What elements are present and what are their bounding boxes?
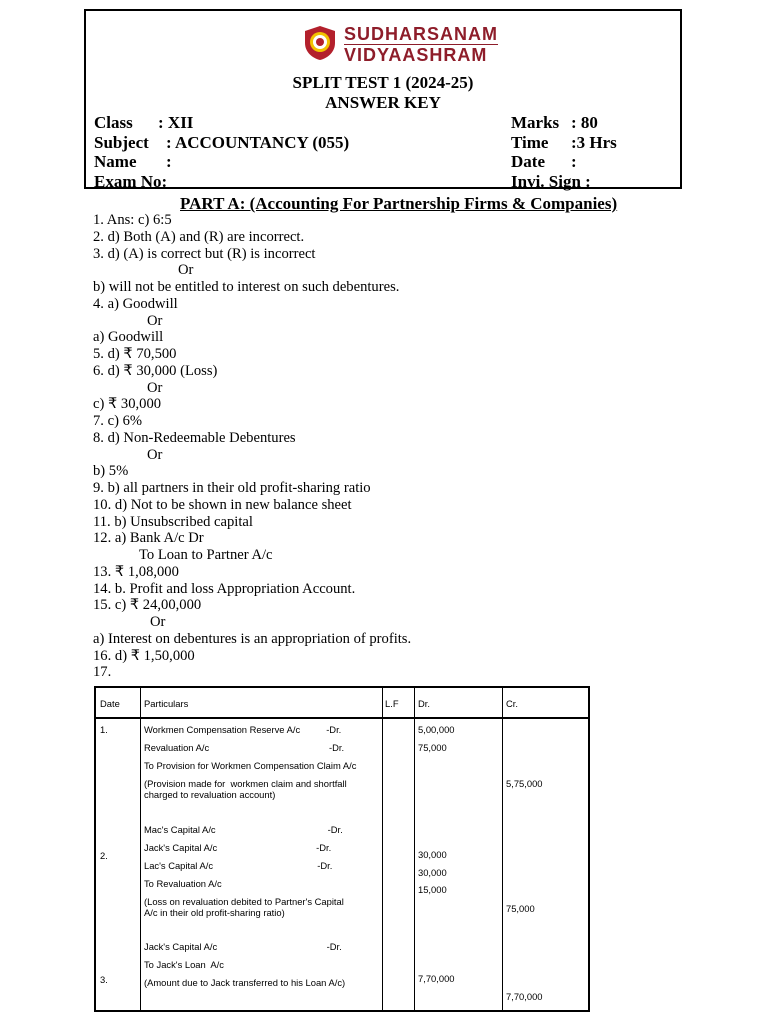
subject-value: : ACCOUNTANCY (055) — [166, 133, 350, 152]
school-name-line2: VIDYAASHRAM — [344, 44, 498, 65]
narration: (Loss on revaluation debited to Partner's Capital A/c in their old profit-sharing ratio) — [144, 896, 344, 918]
particulars-line: Mac's Capital A/c -Dr. — [144, 824, 343, 835]
class-label: Class — [94, 113, 133, 132]
particulars-line: To Jack's Loan A/c — [144, 959, 224, 970]
date-field — [511, 152, 577, 172]
answer-line: c) ₹ 30,000 — [93, 396, 162, 413]
narration: (Amount due to Jack transferred to his Loan A/c) — [144, 977, 346, 988]
debit-amount: 15,000 — [418, 884, 447, 895]
column-divider — [414, 688, 415, 1010]
credit-column-header: Cr. — [506, 698, 518, 709]
name-value: : — [166, 152, 172, 171]
narration: (Provision made for workmen claim and shortfall charged to revaluation account) — [144, 778, 347, 800]
particulars-column-header: Particulars — [144, 698, 189, 709]
debit-amount: 30,000 — [418, 867, 447, 878]
answer-line: 1. Ans: c) 6:5 — [93, 212, 172, 228]
answer-line: 12. a) Bank A/c Dr — [93, 530, 204, 547]
class-field — [94, 113, 193, 133]
or-separator: Or — [150, 614, 166, 630]
answer-line: 14. b. Profit and loss Appropriation Account. — [93, 580, 356, 597]
particulars-line: Jack's Capital A/c -Dr. — [144, 842, 332, 853]
particulars-line: To Revaluation A/c — [144, 878, 222, 889]
answer-line: 2. d) Both (A) and (R) are incorrect. — [93, 228, 305, 245]
subject-label: Subject — [94, 133, 149, 152]
marks-label: Marks — [511, 113, 560, 132]
time-field — [511, 133, 617, 153]
answer-line: 13. ₹ 1,08,000 — [93, 563, 179, 580]
date-label: Date — [511, 152, 545, 171]
answer-list — [93, 212, 411, 681]
debit-amount: 75,000 — [418, 742, 447, 753]
entry-date: 1. — [100, 724, 108, 735]
school-name — [344, 25, 498, 65]
header-box — [84, 9, 682, 189]
particulars-line: To Provision for Workmen Compensation Claim A/c — [144, 760, 357, 771]
test-title: SPLIT TEST 1 (2024-25) — [292, 73, 474, 92]
entry-date: 3. — [100, 974, 108, 985]
credit-amount: 75,000 — [506, 903, 535, 914]
name-label: Name — [94, 152, 137, 171]
school-name-line1: SUDHARSANAM — [344, 24, 498, 44]
subject-field — [94, 133, 349, 153]
debit-amount: 7,70,000 — [418, 973, 455, 984]
or-separator: Or — [147, 312, 163, 329]
answer-line: a) Goodwill — [93, 329, 164, 346]
marks-field — [511, 113, 598, 133]
answer-line: a) Interest on debentures is an appropriation of profits. — [93, 630, 412, 647]
entry-date: 2. — [100, 850, 108, 861]
particulars-line: Jack's Capital A/c -Dr. — [144, 941, 342, 952]
answer-line: 7. c) 6% — [93, 413, 143, 429]
debit-column-header: Dr. — [418, 698, 430, 709]
answer-line: 17. — [93, 664, 112, 681]
particulars-line: Revaluation A/c -Dr. — [144, 742, 345, 753]
debit-amount: 5,00,000 — [418, 724, 455, 735]
answer-line: 15. c) ₹ 24,00,000 — [93, 597, 202, 614]
particulars-line: Workmen Compensation Reserve A/c -Dr. — [144, 724, 342, 735]
answer-line: b) will not be entitled to interest on such debentures. — [93, 279, 400, 295]
header-row-divider — [96, 717, 588, 719]
answer-line: 3. d) (A) is correct but (R) is incorrect — [93, 245, 316, 262]
credit-amount: 5,75,000 — [506, 778, 543, 789]
name-field — [94, 152, 172, 172]
credit-amount: 7,70,000 — [506, 991, 543, 1002]
particulars-line: Lac's Capital A/c -Dr. — [144, 860, 333, 871]
invigilator-sign-label: Invi. Sign : — [511, 172, 591, 191]
answer-line: 5. d) ₹ 70,500 — [93, 346, 177, 362]
or-separator: Or — [178, 262, 194, 279]
time-label: Time — [511, 133, 549, 152]
lf-column-header: L.F — [385, 698, 399, 709]
date-column-header: Date — [100, 698, 120, 709]
journal-entry-table — [94, 686, 590, 1012]
answer-line: 16. d) ₹ 1,50,000 — [93, 647, 195, 664]
class-value: : XII — [158, 113, 194, 132]
answer-line: 4. a) Goodwill — [93, 295, 178, 312]
answer-line: 11. b) Unsubscribed capital — [93, 513, 253, 530]
answer-line: 9. b) all partners in their old profit-sharing ratio — [93, 480, 371, 496]
or-separator: Or — [147, 379, 163, 396]
column-divider — [502, 688, 503, 1010]
answer-key-subtitle: ANSWER KEY — [325, 93, 441, 112]
exam-no-field — [94, 172, 167, 192]
column-divider — [140, 688, 141, 1010]
date-value: : — [571, 152, 577, 171]
marks-value: : 80 — [571, 113, 598, 132]
invigilator-sign-field — [511, 172, 591, 192]
column-divider — [382, 688, 383, 1010]
answer-line: 10. d) Not to be shown in new balance sheet — [93, 496, 352, 513]
school-logo — [302, 25, 338, 61]
answer-line: 8. d) Non-Redeemable Debentures — [93, 429, 296, 446]
exam-no-label: Exam No: — [94, 172, 168, 191]
part-a-title: PART A: (Accounting For Partnership Firms & Companies) — [180, 194, 618, 213]
debit-amount: 30,000 — [418, 849, 447, 860]
answer-line: To Loan to Partner A/c — [139, 547, 273, 563]
answer-line: 6. d) ₹ 30,000 (Loss) — [93, 362, 218, 379]
answer-line: b) 5% — [93, 463, 129, 480]
time-value: :3 Hrs — [571, 133, 617, 152]
or-separator: Or — [147, 446, 163, 463]
